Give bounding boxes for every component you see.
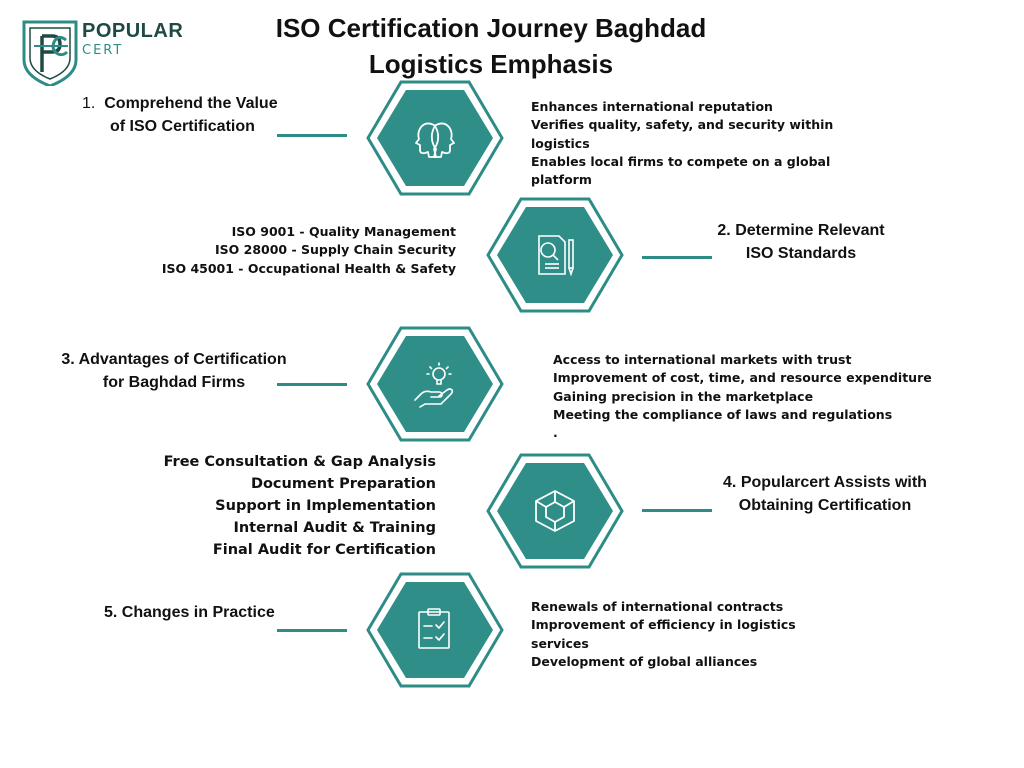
list-item: Access to international markets with trust [553,352,852,367]
list-item: Free Consultation & Gap Analysis [163,454,436,470]
document-magnifier-icon [533,232,577,278]
step-4-bullets [120,451,436,561]
step-3-heading-line-2: for Baghdad Firms [102,374,246,391]
list-item: Enables local firms to compete on a global [531,153,831,169]
step-2-connector [642,256,712,259]
list-item: Final Audit for Certification [212,542,436,558]
step-3-bullets [553,351,932,442]
title-line-1: ISO Certification Journey Baghdad [275,13,707,43]
step-3-heading-line-1: 3. Advantages of Certification [61,351,287,368]
step-1-heading-line-1: Comprehend the Value [104,95,278,112]
hand-lightbulb-icon [411,360,457,408]
step-3-connector [277,383,347,386]
logo-wordmark: POPULAR [82,20,184,42]
cube-icon [532,488,578,534]
list-item: Document Preparation [250,476,436,492]
title-line-2: Logistics Emphasis [368,49,614,79]
list-item: Improvement of cost, time, and resource expenditure [553,370,932,386]
step-5-connector [277,629,347,632]
list-item: Enhances international reputation [531,99,773,114]
step-1-heading [82,92,278,138]
list-item: ISO 45001 - Occupational Health & Safety [161,260,456,276]
list-item: Renewals of international contracts [531,599,784,614]
list-item: . [553,425,558,441]
two-heads-icon [412,119,458,159]
step-3-heading [44,348,304,394]
list-item: ISO 9001 - Quality Management [231,224,456,239]
page-title [236,10,746,82]
list-item: services [531,635,589,651]
step-5-heading [104,601,304,624]
list-item: Gaining precision in the marketplace [553,388,814,404]
clipboard-checklist-icon [414,606,454,652]
step-2-heading [706,219,896,265]
list-item: Meeting the compliance of laws and regulations [553,406,893,422]
list-item: Internal Audit & Training [233,520,436,536]
step-4-heading-line-2: Obtaining Certification [738,497,912,514]
logo-subtext: CERT [82,43,124,58]
step-1-bullets [531,98,833,189]
step-5-bullets [531,598,796,671]
list-item: logistics [531,135,590,151]
list-item: Development of global alliances [531,653,758,669]
step-1-number: 1. [82,95,96,112]
list-item: Improvement of efficiency in logistics [531,617,796,633]
step-2-heading-line-1: 2. Determine Relevant [717,222,885,239]
list-item: Support in Implementation [215,498,436,514]
list-item: Verifies quality, safety, and security within [531,117,834,133]
list-item: platform [531,172,592,188]
step-5-heading-line-1: 5. Changes in Practice [104,604,275,621]
step-1-connector [277,134,347,137]
step-2-heading-line-2: ISO Standards [745,245,857,262]
list-item: ISO 28000 - Supply Chain Security [215,242,456,258]
step-4-connector [642,509,712,512]
step-1-heading-line-2: of ISO Certification [110,118,255,135]
step-4-heading [712,471,938,517]
step-2-bullets [140,223,456,278]
step-4-heading-line-1: 4. Popularcert Assists with [723,474,927,491]
